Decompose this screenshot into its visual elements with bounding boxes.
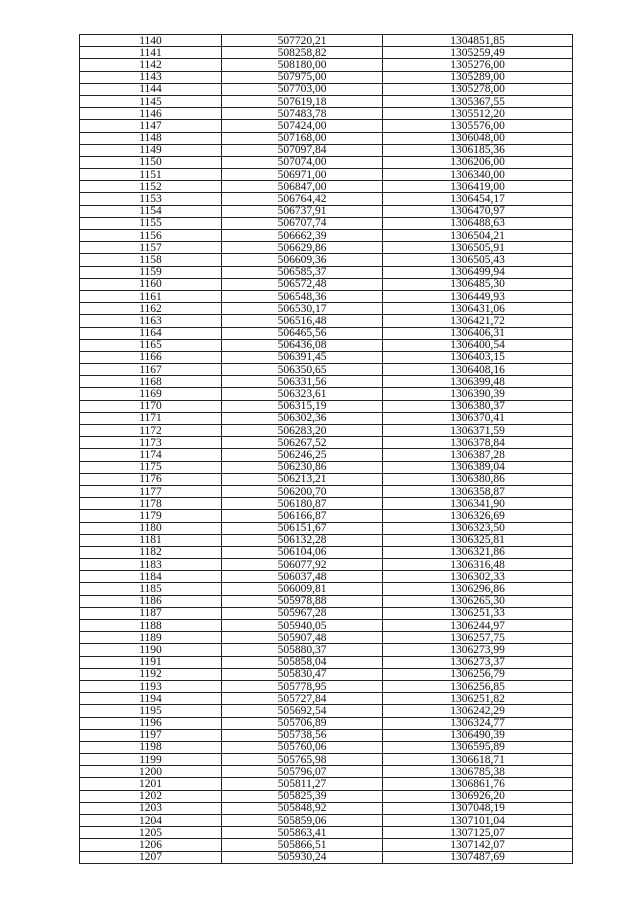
table-row bbox=[80, 778, 573, 790]
x-coordinate-cell: 505727,84 bbox=[222, 693, 383, 705]
y-coordinate-cell: 1306504,21 bbox=[383, 230, 573, 242]
table-row bbox=[80, 498, 573, 510]
point-number-cell: 1195 bbox=[80, 705, 222, 717]
table-row bbox=[80, 559, 573, 571]
table-row bbox=[80, 571, 573, 583]
point-number-cell: 1146 bbox=[80, 108, 222, 120]
y-coordinate-cell: 1306403,15 bbox=[383, 351, 573, 363]
point-number-cell: 1180 bbox=[80, 522, 222, 534]
point-number-cell: 1142 bbox=[80, 59, 222, 71]
point-number-cell: 1200 bbox=[80, 766, 222, 778]
y-coordinate-cell: 1306325,81 bbox=[383, 534, 573, 546]
x-coordinate-cell: 506151,67 bbox=[222, 522, 383, 534]
y-coordinate-cell: 1306421,72 bbox=[383, 315, 573, 327]
x-coordinate-cell: 505967,28 bbox=[222, 607, 383, 619]
point-number-cell: 1186 bbox=[80, 595, 222, 607]
x-coordinate-cell: 508180,00 bbox=[222, 59, 383, 71]
x-coordinate-cell: 506350,65 bbox=[222, 364, 383, 376]
y-coordinate-cell: 1307101,04 bbox=[383, 815, 573, 827]
x-coordinate-cell: 505863,41 bbox=[222, 827, 383, 839]
point-number-cell: 1162 bbox=[80, 303, 222, 315]
y-coordinate-cell: 1305289,00 bbox=[383, 71, 573, 83]
point-number-cell: 1168 bbox=[80, 376, 222, 388]
x-coordinate-cell: 506516,48 bbox=[222, 315, 383, 327]
x-coordinate-cell: 505765,98 bbox=[222, 754, 383, 766]
x-coordinate-cell: 506283,20 bbox=[222, 425, 383, 437]
point-number-cell: 1204 bbox=[80, 815, 222, 827]
x-coordinate-cell: 505907,48 bbox=[222, 632, 383, 644]
table-row bbox=[80, 181, 573, 193]
point-number-cell: 1199 bbox=[80, 754, 222, 766]
table-row bbox=[80, 425, 573, 437]
point-number-cell: 1194 bbox=[80, 693, 222, 705]
y-coordinate-cell: 1307048,19 bbox=[383, 802, 573, 814]
table-row bbox=[80, 242, 573, 254]
x-coordinate-cell: 506572,48 bbox=[222, 278, 383, 290]
y-coordinate-cell: 1306390,39 bbox=[383, 388, 573, 400]
x-coordinate-cell: 505858,04 bbox=[222, 656, 383, 668]
y-coordinate-cell: 1306595,89 bbox=[383, 741, 573, 753]
y-coordinate-cell: 1306380,86 bbox=[383, 473, 573, 485]
y-coordinate-cell: 1306302,33 bbox=[383, 571, 573, 583]
point-number-cell: 1167 bbox=[80, 364, 222, 376]
y-coordinate-cell: 1306370,41 bbox=[383, 412, 573, 424]
x-coordinate-cell: 506077,92 bbox=[222, 559, 383, 571]
y-coordinate-cell: 1306324,77 bbox=[383, 717, 573, 729]
table-row bbox=[80, 827, 573, 839]
table-row bbox=[80, 95, 573, 107]
y-coordinate-cell: 1306406,31 bbox=[383, 327, 573, 339]
y-coordinate-cell: 1306926,20 bbox=[383, 790, 573, 802]
y-coordinate-cell: 1306321,86 bbox=[383, 546, 573, 558]
point-number-cell: 1182 bbox=[80, 546, 222, 558]
y-coordinate-cell: 1305367,55 bbox=[383, 95, 573, 107]
table-row bbox=[80, 680, 573, 692]
point-number-cell: 1175 bbox=[80, 461, 222, 473]
y-coordinate-cell: 1306408,16 bbox=[383, 364, 573, 376]
point-number-cell: 1206 bbox=[80, 839, 222, 851]
point-number-cell: 1141 bbox=[80, 47, 222, 59]
point-number-cell: 1153 bbox=[80, 193, 222, 205]
table-row bbox=[80, 632, 573, 644]
x-coordinate-cell: 506662,39 bbox=[222, 230, 383, 242]
table-row bbox=[80, 339, 573, 351]
y-coordinate-cell: 1305259,49 bbox=[383, 47, 573, 59]
y-coordinate-cell: 1306399,48 bbox=[383, 376, 573, 388]
point-number-cell: 1191 bbox=[80, 656, 222, 668]
table-row bbox=[80, 473, 573, 485]
table-row bbox=[80, 156, 573, 168]
y-coordinate-cell: 1305576,00 bbox=[383, 120, 573, 132]
coordinates-table-body bbox=[80, 35, 573, 864]
table-row bbox=[80, 705, 573, 717]
point-number-cell: 1143 bbox=[80, 71, 222, 83]
coordinates-table bbox=[79, 34, 573, 864]
x-coordinate-cell: 506585,37 bbox=[222, 266, 383, 278]
table-row bbox=[80, 254, 573, 266]
point-number-cell: 1202 bbox=[80, 790, 222, 802]
table-row bbox=[80, 546, 573, 558]
point-number-cell: 1158 bbox=[80, 254, 222, 266]
y-coordinate-cell: 1306251,82 bbox=[383, 693, 573, 705]
point-number-cell: 1179 bbox=[80, 510, 222, 522]
point-number-cell: 1181 bbox=[80, 534, 222, 546]
x-coordinate-cell: 506331,56 bbox=[222, 376, 383, 388]
y-coordinate-cell: 1305278,00 bbox=[383, 83, 573, 95]
table-row bbox=[80, 120, 573, 132]
x-coordinate-cell: 506530,17 bbox=[222, 303, 383, 315]
point-number-cell: 1171 bbox=[80, 412, 222, 424]
table-row bbox=[80, 607, 573, 619]
point-number-cell: 1160 bbox=[80, 278, 222, 290]
point-number-cell: 1154 bbox=[80, 205, 222, 217]
x-coordinate-cell: 506302,36 bbox=[222, 412, 383, 424]
table-row bbox=[80, 400, 573, 412]
point-number-cell: 1193 bbox=[80, 680, 222, 692]
x-coordinate-cell: 505706,89 bbox=[222, 717, 383, 729]
point-number-cell: 1157 bbox=[80, 242, 222, 254]
x-coordinate-cell: 507483,78 bbox=[222, 108, 383, 120]
x-coordinate-cell: 506230,86 bbox=[222, 461, 383, 473]
table-row bbox=[80, 461, 573, 473]
x-coordinate-cell: 505760,06 bbox=[222, 741, 383, 753]
point-number-cell: 1161 bbox=[80, 290, 222, 302]
table-row bbox=[80, 47, 573, 59]
point-number-cell: 1190 bbox=[80, 644, 222, 656]
point-number-cell: 1192 bbox=[80, 668, 222, 680]
y-coordinate-cell: 1306470,97 bbox=[383, 205, 573, 217]
x-coordinate-cell: 506323,61 bbox=[222, 388, 383, 400]
point-number-cell: 1166 bbox=[80, 351, 222, 363]
x-coordinate-cell: 506104,06 bbox=[222, 546, 383, 558]
point-number-cell: 1184 bbox=[80, 571, 222, 583]
x-coordinate-cell: 506465,56 bbox=[222, 327, 383, 339]
y-coordinate-cell: 1306499,94 bbox=[383, 266, 573, 278]
x-coordinate-cell: 506707,74 bbox=[222, 217, 383, 229]
x-coordinate-cell: 507619,18 bbox=[222, 95, 383, 107]
y-coordinate-cell: 1306431,06 bbox=[383, 303, 573, 315]
table-row bbox=[80, 656, 573, 668]
table-row bbox=[80, 437, 573, 449]
x-coordinate-cell: 506629,86 bbox=[222, 242, 383, 254]
y-coordinate-cell: 1306265,30 bbox=[383, 595, 573, 607]
y-coordinate-cell: 1306273,99 bbox=[383, 644, 573, 656]
table-row bbox=[80, 217, 573, 229]
y-coordinate-cell: 1306618,71 bbox=[383, 754, 573, 766]
x-coordinate-cell: 506315,19 bbox=[222, 400, 383, 412]
table-row bbox=[80, 717, 573, 729]
table-row bbox=[80, 522, 573, 534]
x-coordinate-cell: 506267,52 bbox=[222, 437, 383, 449]
x-coordinate-cell: 507074,00 bbox=[222, 156, 383, 168]
x-coordinate-cell: 505978,88 bbox=[222, 595, 383, 607]
x-coordinate-cell: 507703,00 bbox=[222, 83, 383, 95]
table-row bbox=[80, 620, 573, 632]
table-row bbox=[80, 534, 573, 546]
point-number-cell: 1159 bbox=[80, 266, 222, 278]
y-coordinate-cell: 1306419,00 bbox=[383, 181, 573, 193]
y-coordinate-cell: 1306323,50 bbox=[383, 522, 573, 534]
x-coordinate-cell: 505830,47 bbox=[222, 668, 383, 680]
point-number-cell: 1172 bbox=[80, 425, 222, 437]
point-number-cell: 1177 bbox=[80, 485, 222, 497]
y-coordinate-cell: 1306256,79 bbox=[383, 668, 573, 680]
y-coordinate-cell: 1306454,17 bbox=[383, 193, 573, 205]
table-row bbox=[80, 839, 573, 851]
table-row bbox=[80, 790, 573, 802]
table-row bbox=[80, 71, 573, 83]
point-number-cell: 1185 bbox=[80, 583, 222, 595]
x-coordinate-cell: 506436,08 bbox=[222, 339, 383, 351]
table-row bbox=[80, 644, 573, 656]
y-coordinate-cell: 1305512,20 bbox=[383, 108, 573, 120]
table-row bbox=[80, 693, 573, 705]
point-number-cell: 1205 bbox=[80, 827, 222, 839]
point-number-cell: 1163 bbox=[80, 315, 222, 327]
y-coordinate-cell: 1306206,00 bbox=[383, 156, 573, 168]
y-coordinate-cell: 1306256,85 bbox=[383, 680, 573, 692]
table-row bbox=[80, 741, 573, 753]
table-row bbox=[80, 815, 573, 827]
table-row bbox=[80, 327, 573, 339]
x-coordinate-cell: 506971,00 bbox=[222, 169, 383, 181]
x-coordinate-cell: 506737,91 bbox=[222, 205, 383, 217]
x-coordinate-cell: 505940,05 bbox=[222, 620, 383, 632]
x-coordinate-cell: 505811,27 bbox=[222, 778, 383, 790]
point-number-cell: 1151 bbox=[80, 169, 222, 181]
point-number-cell: 1173 bbox=[80, 437, 222, 449]
x-coordinate-cell: 505880,37 bbox=[222, 644, 383, 656]
y-coordinate-cell: 1306861,76 bbox=[383, 778, 573, 790]
x-coordinate-cell: 505738,56 bbox=[222, 729, 383, 741]
point-number-cell: 1140 bbox=[80, 35, 222, 47]
point-number-cell: 1174 bbox=[80, 449, 222, 461]
y-coordinate-cell: 1306400,54 bbox=[383, 339, 573, 351]
point-number-cell: 1164 bbox=[80, 327, 222, 339]
x-coordinate-cell: 505859,06 bbox=[222, 815, 383, 827]
x-coordinate-cell: 507097,84 bbox=[222, 144, 383, 156]
y-coordinate-cell: 1306273,37 bbox=[383, 656, 573, 668]
y-coordinate-cell: 1306380,37 bbox=[383, 400, 573, 412]
x-coordinate-cell: 508258,82 bbox=[222, 47, 383, 59]
table-row bbox=[80, 376, 573, 388]
x-coordinate-cell: 506548,36 bbox=[222, 290, 383, 302]
table-row bbox=[80, 266, 573, 278]
table-row bbox=[80, 144, 573, 156]
x-coordinate-cell: 506180,87 bbox=[222, 498, 383, 510]
x-coordinate-cell: 506764,42 bbox=[222, 193, 383, 205]
x-coordinate-cell: 507168,00 bbox=[222, 132, 383, 144]
table-row bbox=[80, 766, 573, 778]
y-coordinate-cell: 1306326,69 bbox=[383, 510, 573, 522]
point-number-cell: 1147 bbox=[80, 120, 222, 132]
y-coordinate-cell: 1306244,97 bbox=[383, 620, 573, 632]
y-coordinate-cell: 1306490,39 bbox=[383, 729, 573, 741]
table-row bbox=[80, 729, 573, 741]
point-number-cell: 1178 bbox=[80, 498, 222, 510]
point-number-cell: 1189 bbox=[80, 632, 222, 644]
table-row bbox=[80, 668, 573, 680]
y-coordinate-cell: 1306387,28 bbox=[383, 449, 573, 461]
table-row bbox=[80, 595, 573, 607]
y-coordinate-cell: 1307142,07 bbox=[383, 839, 573, 851]
y-coordinate-cell: 1306505,43 bbox=[383, 254, 573, 266]
table-row bbox=[80, 364, 573, 376]
point-number-cell: 1196 bbox=[80, 717, 222, 729]
y-coordinate-cell: 1306341,90 bbox=[383, 498, 573, 510]
point-number-cell: 1188 bbox=[80, 620, 222, 632]
y-coordinate-cell: 1305276,00 bbox=[383, 59, 573, 71]
point-number-cell: 1145 bbox=[80, 95, 222, 107]
table-row bbox=[80, 83, 573, 95]
table-row bbox=[80, 583, 573, 595]
table-row bbox=[80, 388, 573, 400]
table-row bbox=[80, 193, 573, 205]
table-row bbox=[80, 802, 573, 814]
y-coordinate-cell: 1307487,69 bbox=[383, 851, 573, 863]
y-coordinate-cell: 1306048,00 bbox=[383, 132, 573, 144]
x-coordinate-cell: 505866,51 bbox=[222, 839, 383, 851]
y-coordinate-cell: 1306185,36 bbox=[383, 144, 573, 156]
point-number-cell: 1197 bbox=[80, 729, 222, 741]
table-row bbox=[80, 132, 573, 144]
x-coordinate-cell: 505778,95 bbox=[222, 680, 383, 692]
table-row bbox=[80, 169, 573, 181]
y-coordinate-cell: 1306485,30 bbox=[383, 278, 573, 290]
point-number-cell: 1187 bbox=[80, 607, 222, 619]
x-coordinate-cell: 506391,45 bbox=[222, 351, 383, 363]
table-row bbox=[80, 510, 573, 522]
point-number-cell: 1149 bbox=[80, 144, 222, 156]
y-coordinate-cell: 1306358,87 bbox=[383, 485, 573, 497]
x-coordinate-cell: 507720,21 bbox=[222, 35, 383, 47]
x-coordinate-cell: 506246,25 bbox=[222, 449, 383, 461]
point-number-cell: 1170 bbox=[80, 400, 222, 412]
y-coordinate-cell: 1306389,04 bbox=[383, 461, 573, 473]
table-row bbox=[80, 59, 573, 71]
y-coordinate-cell: 1306316,48 bbox=[383, 559, 573, 571]
x-coordinate-cell: 506847,00 bbox=[222, 181, 383, 193]
x-coordinate-cell: 505796,07 bbox=[222, 766, 383, 778]
x-coordinate-cell: 506200,70 bbox=[222, 485, 383, 497]
y-coordinate-cell: 1306488,63 bbox=[383, 217, 573, 229]
y-coordinate-cell: 1306505,91 bbox=[383, 242, 573, 254]
table-row bbox=[80, 303, 573, 315]
y-coordinate-cell: 1306251,33 bbox=[383, 607, 573, 619]
point-number-cell: 1150 bbox=[80, 156, 222, 168]
point-number-cell: 1169 bbox=[80, 388, 222, 400]
table-row bbox=[80, 754, 573, 766]
x-coordinate-cell: 506009,81 bbox=[222, 583, 383, 595]
table-row bbox=[80, 851, 573, 863]
x-coordinate-cell: 507424,00 bbox=[222, 120, 383, 132]
y-coordinate-cell: 1306449,93 bbox=[383, 290, 573, 302]
x-coordinate-cell: 505848,92 bbox=[222, 802, 383, 814]
x-coordinate-cell: 507975,00 bbox=[222, 71, 383, 83]
point-number-cell: 1155 bbox=[80, 217, 222, 229]
point-number-cell: 1152 bbox=[80, 181, 222, 193]
point-number-cell: 1165 bbox=[80, 339, 222, 351]
table-row bbox=[80, 412, 573, 424]
table-row bbox=[80, 230, 573, 242]
table-row bbox=[80, 205, 573, 217]
point-number-cell: 1156 bbox=[80, 230, 222, 242]
point-number-cell: 1183 bbox=[80, 559, 222, 571]
table-row bbox=[80, 449, 573, 461]
x-coordinate-cell: 505930,24 bbox=[222, 851, 383, 863]
y-coordinate-cell: 1307125,07 bbox=[383, 827, 573, 839]
y-coordinate-cell: 1306257,75 bbox=[383, 632, 573, 644]
point-number-cell: 1176 bbox=[80, 473, 222, 485]
table-row bbox=[80, 290, 573, 302]
point-number-cell: 1198 bbox=[80, 741, 222, 753]
table-row bbox=[80, 108, 573, 120]
x-coordinate-cell: 506166,87 bbox=[222, 510, 383, 522]
x-coordinate-cell: 505692,54 bbox=[222, 705, 383, 717]
x-coordinate-cell: 506213,21 bbox=[222, 473, 383, 485]
table-row bbox=[80, 278, 573, 290]
x-coordinate-cell: 505825,39 bbox=[222, 790, 383, 802]
x-coordinate-cell: 506132,28 bbox=[222, 534, 383, 546]
y-coordinate-cell: 1306378,84 bbox=[383, 437, 573, 449]
y-coordinate-cell: 1306785,38 bbox=[383, 766, 573, 778]
x-coordinate-cell: 506037,48 bbox=[222, 571, 383, 583]
y-coordinate-cell: 1306340,00 bbox=[383, 169, 573, 181]
table-row bbox=[80, 485, 573, 497]
y-coordinate-cell: 1306242,29 bbox=[383, 705, 573, 717]
point-number-cell: 1201 bbox=[80, 778, 222, 790]
y-coordinate-cell: 1306371,59 bbox=[383, 425, 573, 437]
point-number-cell: 1207 bbox=[80, 851, 222, 863]
table-row bbox=[80, 351, 573, 363]
y-coordinate-cell: 1304851,85 bbox=[383, 35, 573, 47]
table-row bbox=[80, 315, 573, 327]
y-coordinate-cell: 1306296,86 bbox=[383, 583, 573, 595]
point-number-cell: 1144 bbox=[80, 83, 222, 95]
point-number-cell: 1148 bbox=[80, 132, 222, 144]
point-number-cell: 1203 bbox=[80, 802, 222, 814]
x-coordinate-cell: 506609,36 bbox=[222, 254, 383, 266]
table-row bbox=[80, 35, 573, 47]
